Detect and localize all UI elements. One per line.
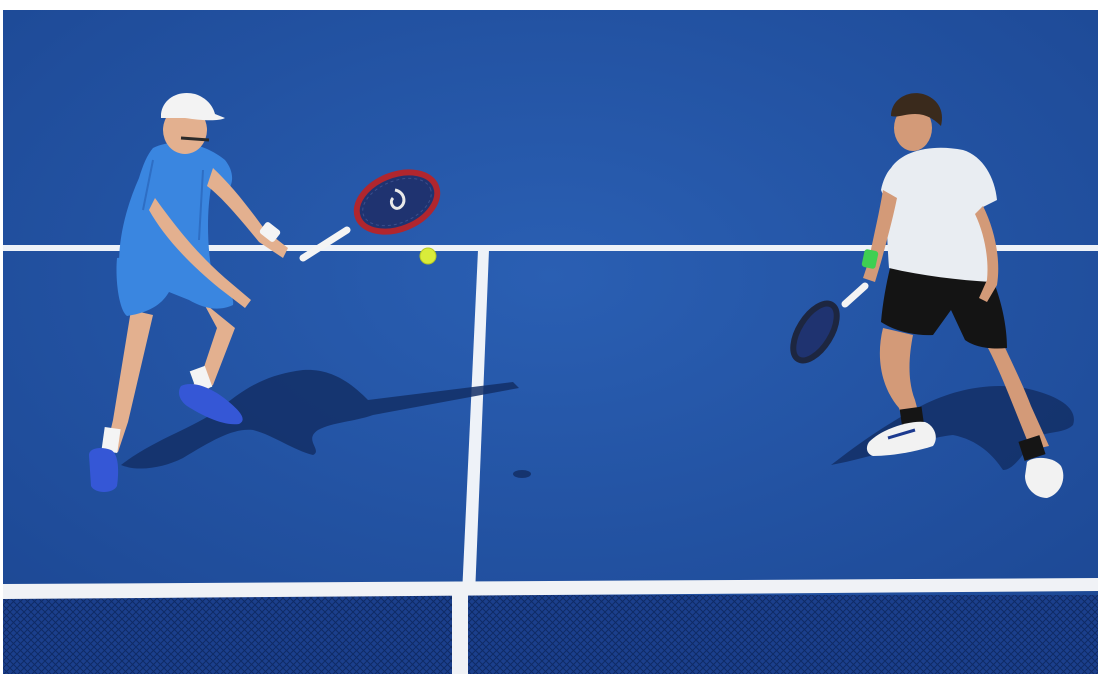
left-player-shoe: [89, 448, 118, 492]
net-mesh: [3, 595, 1098, 674]
tennis-ball: [420, 248, 436, 264]
tennis-photo: [3, 10, 1098, 674]
net-center-strap: [452, 590, 468, 674]
photo-frame: [3, 10, 1098, 674]
